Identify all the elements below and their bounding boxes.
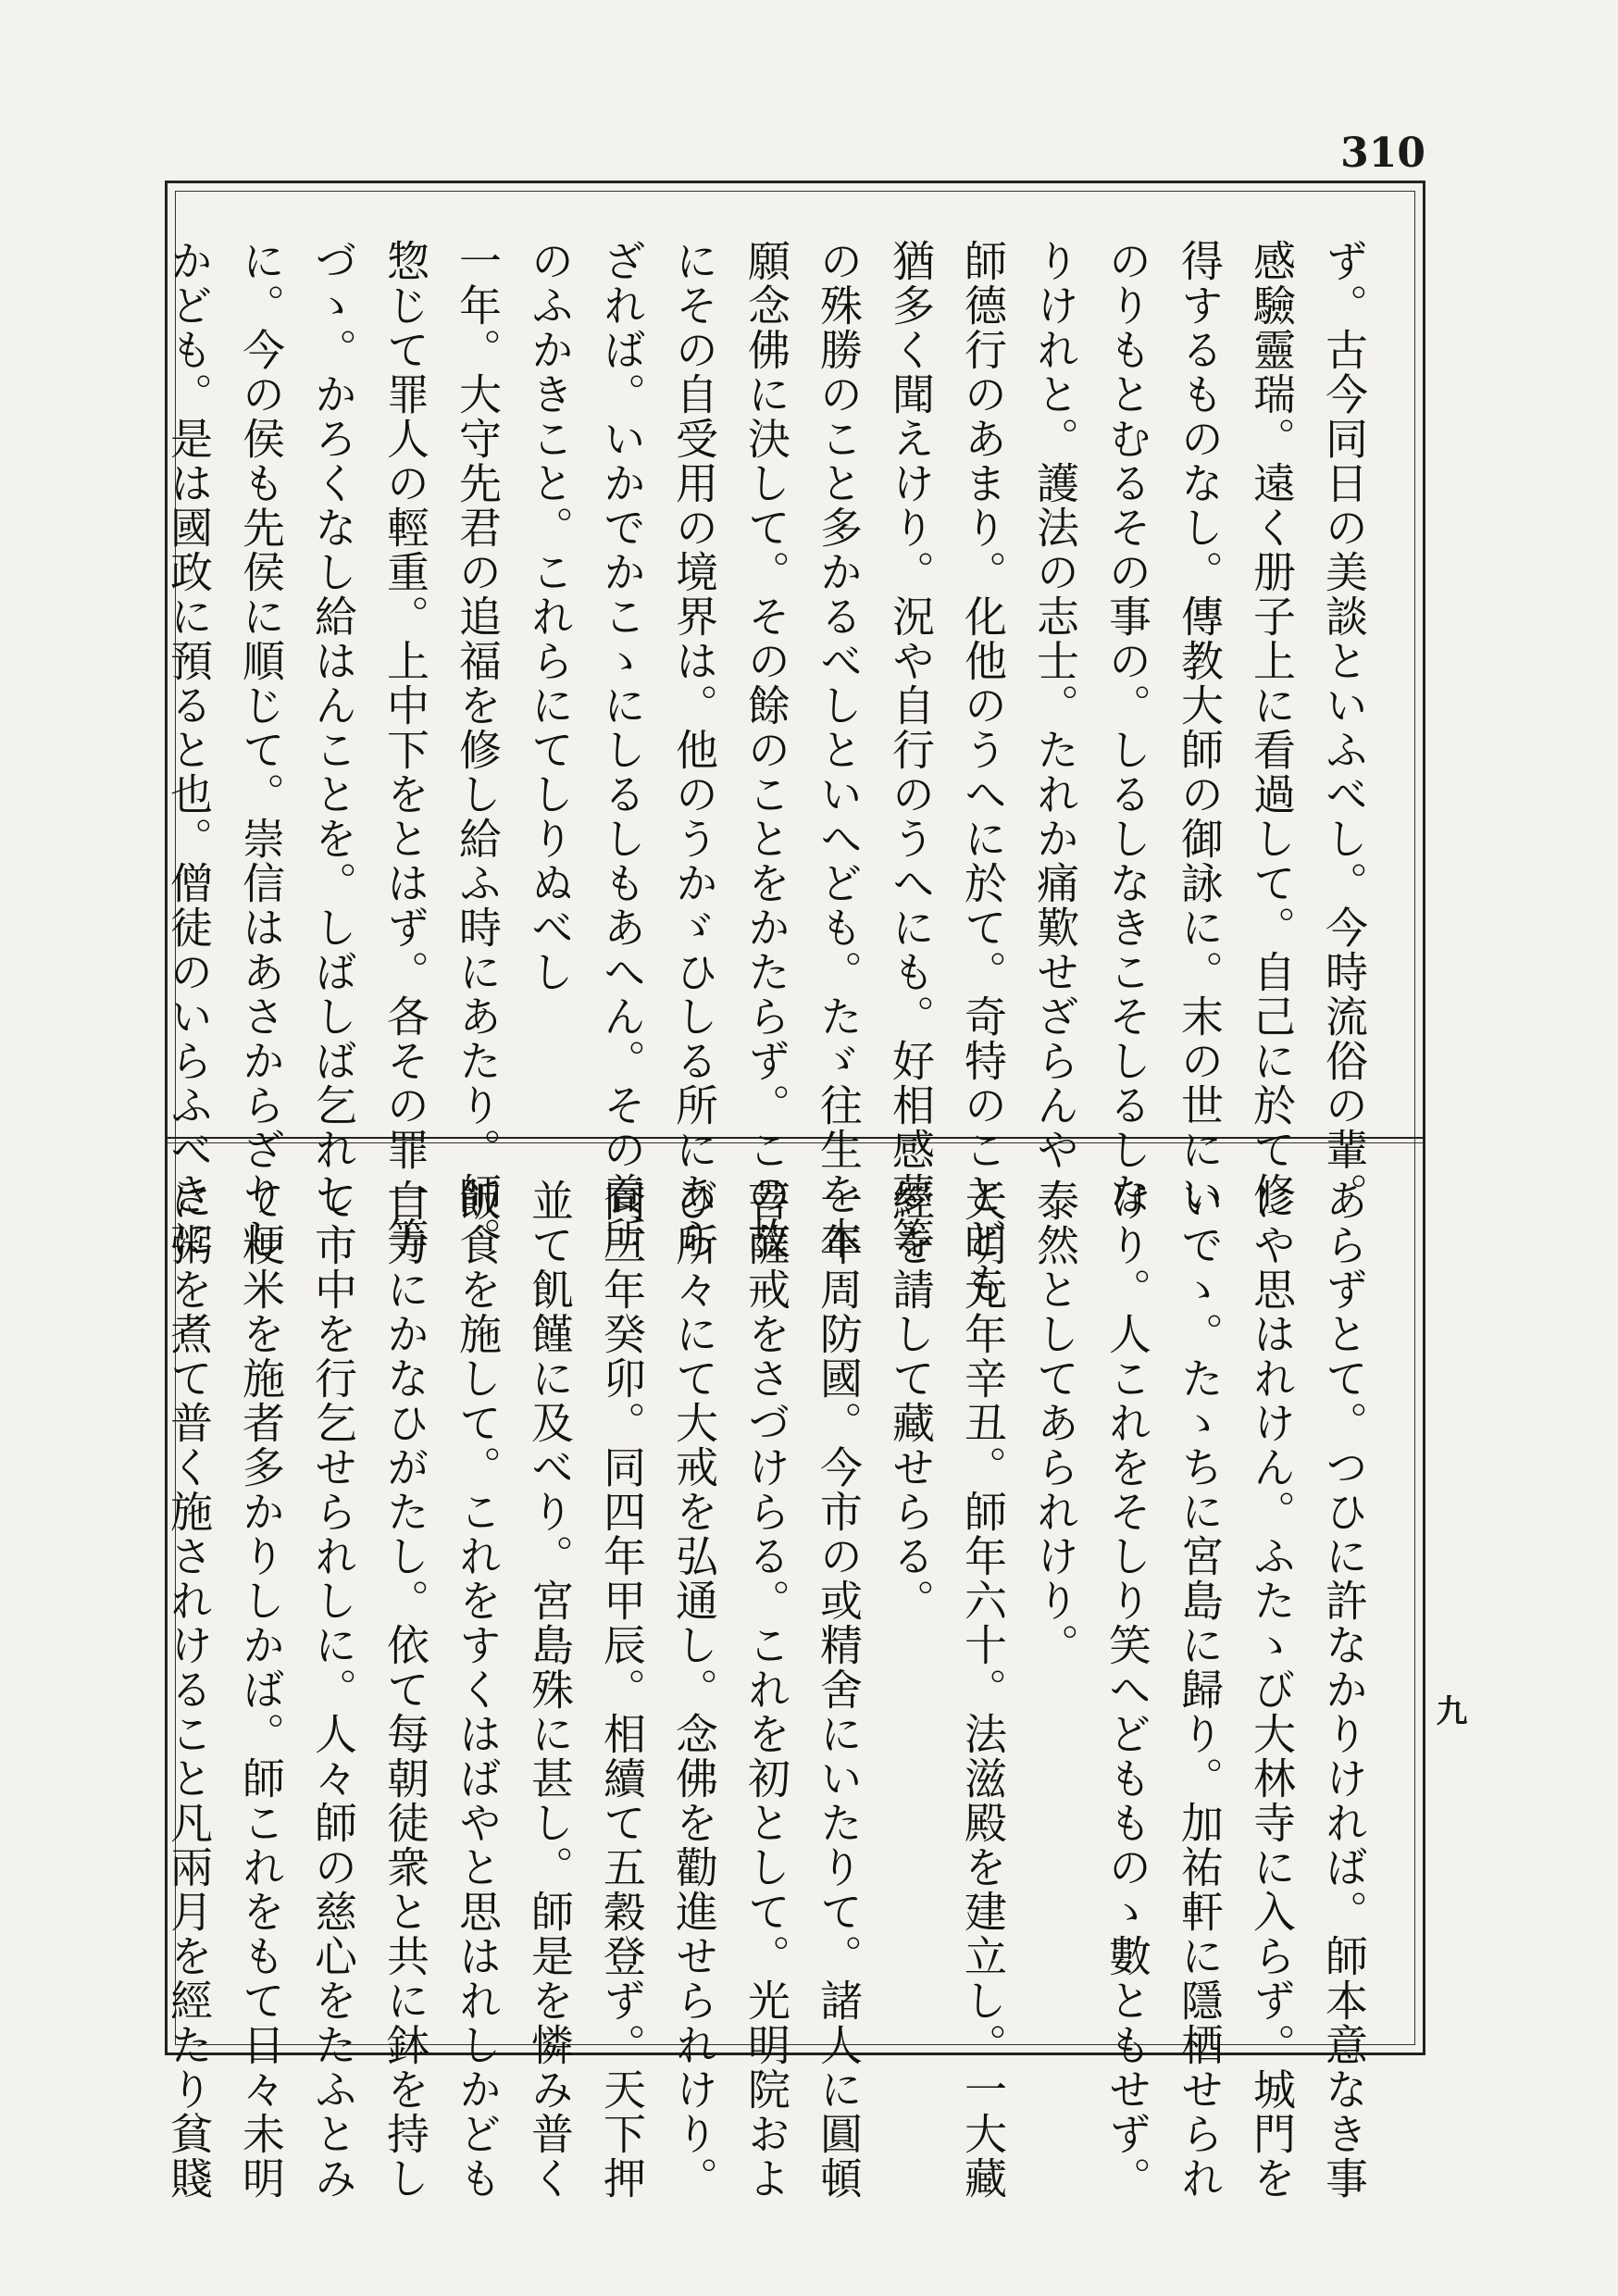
text-column: 同三年癸卯。同四年甲辰。相續て五穀登ず。天下押 [597,1179,647,2201]
text-column: あらずとて。つひに許なかりければ。師本意なき事 [1319,1179,1369,2201]
text-column: に粥を煮て普く施されけること凡兩月を經たり貧賤 [164,1179,214,2201]
text-column: りけれと。護法の志士。たれか痛歎せざらんや [1030,239,1080,1172]
text-column: び所々にて大戒を弘通し。念佛を勸進せられけり。 [669,1179,719,2201]
page-number: 310 [1340,130,1425,177]
text-column: のりもとむるその事の。しるしなきこそしるしな [1102,239,1152,1217]
text-column: 願念佛に決して。その餘のことをかたらず。この故 [741,239,791,1261]
text-column: 猶多く聞えけり。況や自行のうへにも。好相感夢等 [886,239,936,1261]
text-column: 師德行のあまり。化他のうへに於て。奇特のことども [958,239,1008,1305]
text-column: 一年周防國。今市の或精舍にいたりて。諸人に圓頓 [814,1179,864,2201]
text-column: 並て飢饉に及べり。宮島殊に甚し。師是を憐み普く [525,1179,575,2201]
side-numeral: 九 [1430,1694,1467,1726]
text-column: て粳米を施者多かりしかば。師これをもて日々未明 [236,1179,286,2201]
top-text-block [164,239,1380,1305]
bottom-text-block [164,1179,1380,2201]
text-column: のふかきこと。これらにてしりぬべし [525,239,575,994]
text-column: 惣じて罪人の輕重。上中下をとはず。各その罪一等 [380,239,430,1261]
text-column: いでゝ。たゝちに宮島に歸り。加祐軒に隱栖せられ [1175,1179,1225,2201]
text-column: にその自受用の境界は。他のうかゞひしる所にあら [669,239,719,1261]
text-column: けり。人これをそしり笑へどもものゝ數ともせず。 [1102,1179,1152,2201]
text-column: にや思はれけん。ふたゝび大林寺に入らず。城門を [1247,1179,1297,2201]
text-column: に。今の侯も先侯に順じて。崇信はあさからざりし [236,239,286,1261]
text-column: づゝ。かろくなし給はんことを。しばしば乞れし [308,239,358,1217]
text-column: ず。古今同日の美談といふべし。今時流俗の輩。 [1319,239,1369,1217]
text-column: 自力にかなひがたし。依て每朝徒衆と共に鉢を持し [380,1179,430,2201]
text-column: 飯食を施して。これをすくはばやと思はれしかども [453,1179,503,2201]
text-column: 一年。大守先君の追福を修し給ふ時にあたり。師。 [453,239,503,1261]
text-column: 泰然としてあられけり。 [1030,1179,1080,1667]
text-column: て市中を行乞せられしに。人々師の慈心をたふとみ [308,1179,358,2201]
text-column: 得するものなし。傳教大師の御詠に。末の世にい [1175,239,1225,1217]
text-column: かども。是は國政に預ると也。僧徒のいらふべきに [164,239,214,1261]
text-column: 天明元年辛丑。師年六十。法滋殿を建立し。一大藏 [958,1179,1008,2201]
text-column: ざれば。いかでかこゝにしるしもあへん。その養所 [597,239,647,1261]
text-column: 經を請して藏せらる。 [886,1179,936,1623]
text-column: 菩薩戒をさづけらる。これを初として。光明院およ [741,1179,791,2201]
text-column: 感驗靈瑞。遠く册子上に看過して。自己に於て修 [1247,239,1297,1217]
text-column: の殊勝のこと多かるべしといへども。たゞ往生を本 [814,239,864,1261]
text-frame [164,181,1425,2201]
